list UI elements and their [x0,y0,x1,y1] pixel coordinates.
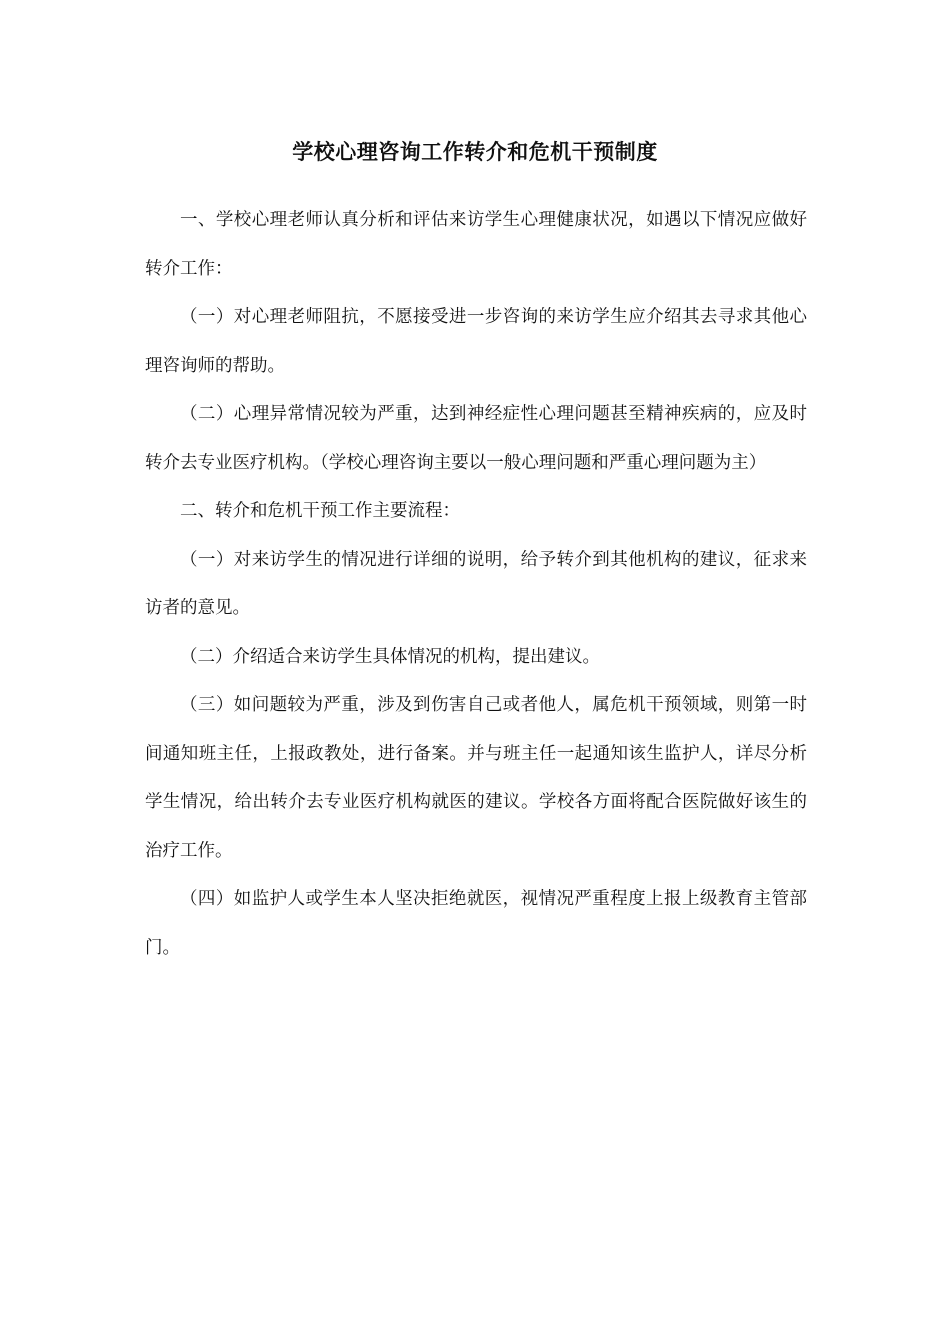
paragraph-process-heading: 二、转介和危机干预工作主要流程： [180,501,460,521]
paragraph-referral-item-1: （一）对心理老师阻抗，不愿接受进一步咨询的来访学生应介绍其去寻求其他心理咨询师的帮助。 [145,307,807,376]
paragraph-referral-intro: 一、学校心理老师认真分析和评估来访学生心理健康状况，如遇以下情况应做好转介工作： [145,210,807,279]
paragraph-process-item-3: （三）如问题较为严重，涉及到伤害自己或者他人，属危机干预领域，则第一时间通知班主任，上报政教处，进行备案。并与班主任一起通知该生监护人，详尽分析学生情况，给出转介去专业医疗机构就医的建议。学校各方面将配合医院做好该生的治疗工作。 [145,695,807,861]
document-body [145,196,807,972]
paragraph-process-item-1: （一）对来访学生的情况进行详细的说明，给予转介到其他机构的建议，征求来访者的意见。 [145,549,807,618]
paragraph-referral-item-2: （二）心理异常情况较为严重，达到神经症性心理问题甚至精神疾病的，应及时转介去专业医疗机构。（学校心理咨询主要以一般心理问题和严重心理问题为主） [145,404,807,473]
document-title: 学校心理咨询工作转介和危机干预制度 [292,139,658,164]
paragraph-process-item-2: （二）介绍适合来访学生具体情况的机构，提出建议。 [180,646,600,667]
paragraph-process-item-4: （四）如监护人或学生本人坚决拒绝就医，视情况严重程度上报上级教育主管部门。 [145,889,807,958]
